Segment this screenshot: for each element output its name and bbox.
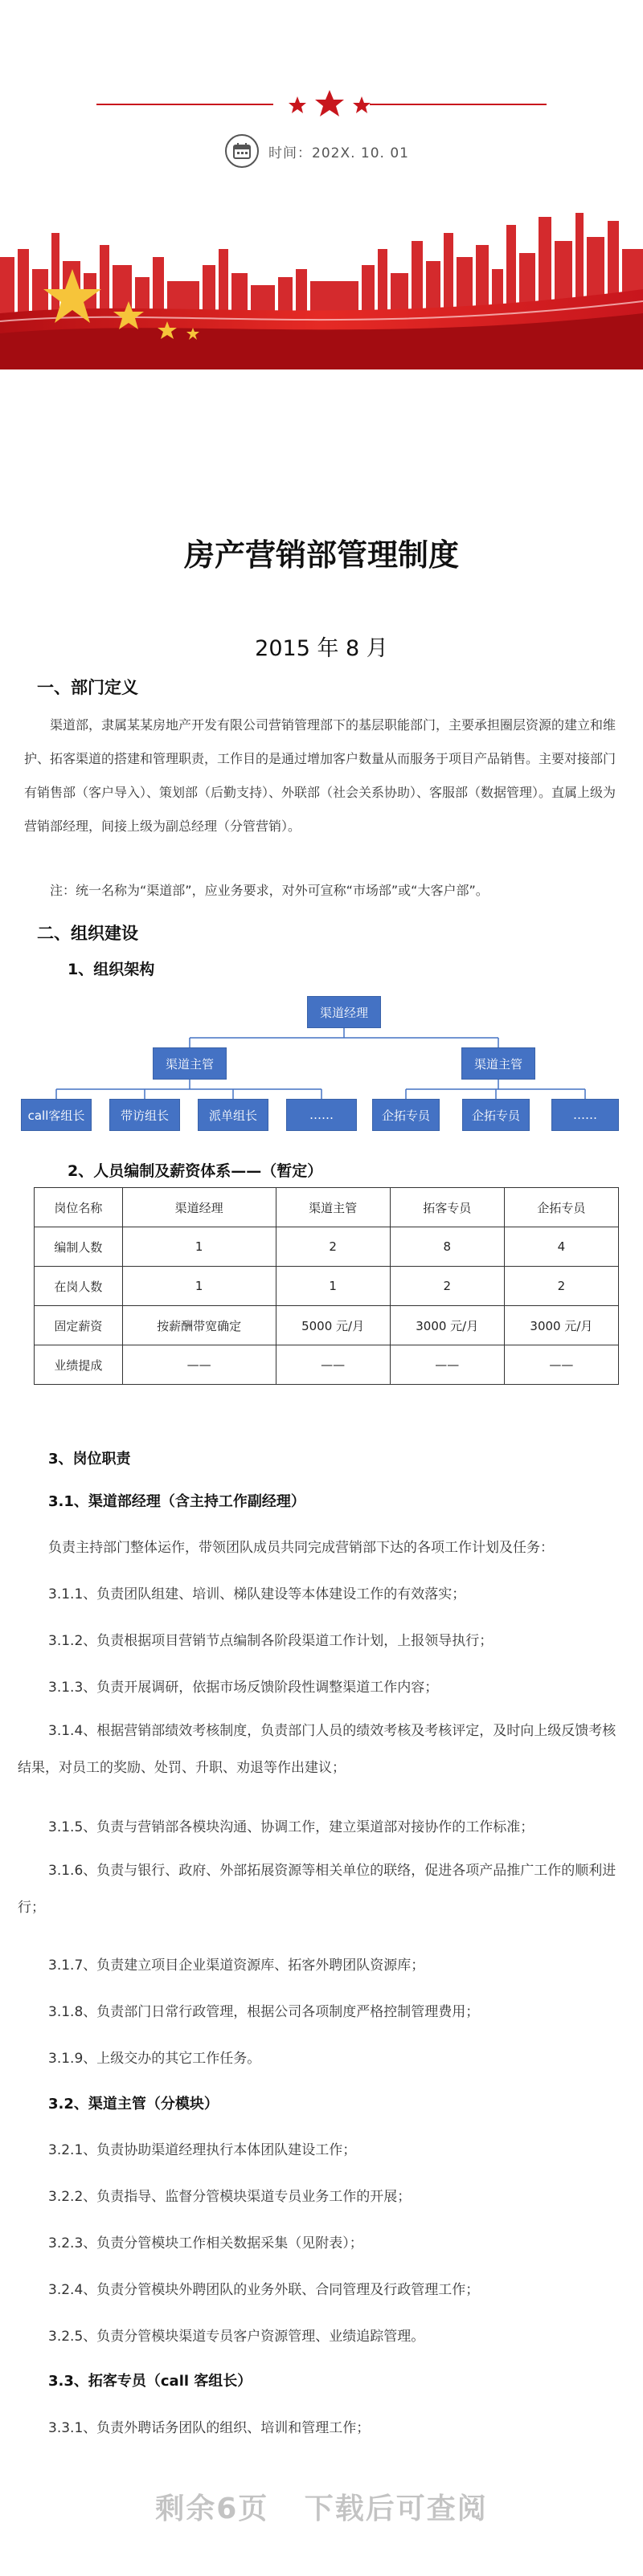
table-cell: —— [390,1345,504,1385]
duty-item: 3.1.2、负责根据项目营销节点编制各阶段渠道工作计划，上报领导执行； [48,1633,494,1649]
duty-item: 3.2.4、负责分管模块外聘团队的业务外联、合同管理及行政管理工作； [48,2282,480,2298]
duty-item: 3.2.1、负责协助渠道经理执行本体团队建设工作； [48,2142,357,2158]
table-cell: —— [504,1345,618,1385]
duty-item: 3.1.3、负责开展调研，依据市场反馈阶段性调整渠道工作内容； [48,1680,439,1696]
table-cell: 3000 元/月 [504,1306,618,1345]
document-date: 2015 年 8 月 [255,636,388,661]
org-node-team-lead: 派单组长 [198,1099,268,1131]
header-banner [0,0,643,369]
table-header-cell: 岗位名称 [35,1188,123,1227]
table-cell: 按薪酬带宽确定 [122,1306,276,1345]
table-row [35,1267,619,1306]
duty-item: 3.2.3、负责分管模块工作相关数据采集（见附表）； [48,2235,363,2251]
duty-item: 3.1.5、负责与营销部各模块沟通、协调工作，建立渠道部对接协作的工作标准； [48,1819,534,1835]
calendar-icon [225,134,259,168]
table-cell: —— [276,1345,390,1385]
star-icon [289,96,306,113]
city-skyline-ribbon [0,201,643,369]
table-cell: 1 [122,1267,276,1306]
table-header-cell: 企拓专员 [504,1188,618,1227]
subsection-heading: 2、人员编制及薪资体系——（暂定） [68,1162,323,1180]
table-cell: 4 [504,1227,618,1267]
org-node-specialist: 企拓专员 [372,1099,440,1131]
table-cell: 2 [504,1267,618,1306]
duty-item: 3.1.9、上级交办的其它工作任务。 [48,2051,261,2067]
subsection-heading: 3.2、渠道主管（分模块） [48,2096,219,2113]
note-paragraph: 注：统一名称为“渠道部”，应业务要求，对外可宣称“市场部”或“大客户部”。 [50,883,489,898]
star-divider [0,88,643,120]
subsection-heading: 1、组织架构 [68,961,155,978]
table-row [35,1345,619,1385]
table-header-cell: 渠道主管 [276,1188,390,1227]
subsection-heading: 3.1、渠道部经理（含主持工作副经理） [48,1493,305,1510]
duty-item: 3.1.8、负责部门日常行政管理，根据公司各项制度严格控制管理费用； [48,2004,480,2020]
duty-item: 3.1.7、负责建立项目企业渠道资源库、拓客外聘团队资源库； [48,1958,425,1974]
department-definition: 渠道部，隶属某某房地产开发有限公司营销管理部下的基层职能部门，主要承担圈层资源的建立和维护、拓客渠道的搭建和管理职责，工作目的是通过增加客户数量从而服务于项目产品销售。主要对接部门有销售部（客户导入）、策划部（后勤支持）、外联部（社会关系协助）、客服部（数据管理）。直属上级为营销部经理，间接上级为副总经理（分管营销）。 [24,717,616,834]
table-cell: 业绩提成 [35,1345,123,1385]
org-node-supervisor: 渠道主管 [461,1047,535,1080]
table-cell: 1 [276,1267,390,1306]
org-node-supervisor: 渠道主管 [153,1047,227,1080]
table-row [35,1306,619,1345]
table-cell: 5000 元/月 [276,1306,390,1345]
remaining-pages-notice[interactable]: 剩余6页 下载后可查阅 [155,2492,488,2525]
org-node-specialist: 企拓专员 [462,1099,530,1131]
staffing-table [34,1187,619,1385]
date-label: 时间：202X. 10. 01 [268,145,409,161]
table-cell: 2 [390,1267,504,1306]
org-chart [0,996,643,1125]
subsection-heading: 3.3、拓客专员（call 客组长） [48,2373,252,2390]
table-header-cell: 渠道经理 [122,1188,276,1227]
duty-item: 3.1.4、根据营销部绩效考核制度，负责部门人员的绩效考核及考核评定，及时向上级反馈考核结果，对员工的奖励、处罚、升职、劝退等作出建议； [18,1723,616,1776]
section-heading: 二、组织建设 [37,924,138,943]
star-icon [315,90,344,116]
section-heading: 一、部门定义 [37,678,138,697]
star-icon [353,96,371,113]
table-cell: 编制人数 [35,1227,123,1267]
duty-intro: 负责主持部门整体运作，带领团队成员共同完成营销部下达的各项工作计划及任务： [48,1540,554,1556]
duty-item: 3.3.1、负责外聘话务团队的组织、培训和管理工作； [48,2420,371,2436]
table-cell: 2 [276,1227,390,1267]
org-node-manager: 渠道经理 [307,996,381,1028]
table-header-cell: 拓客专员 [390,1188,504,1227]
org-node-more: …… [551,1099,619,1131]
document-title: 房产营销部管理制度 [183,537,459,573]
table-header-row [35,1188,619,1227]
time-row [225,133,409,169]
table-cell: —— [122,1345,276,1385]
org-node-team-lead: call客组长 [21,1099,92,1131]
duty-item: 3.2.2、负责指导、监督分管模块渠道专员业务工作的开展； [48,2189,412,2205]
duty-item: 3.2.5、负责分管模块渠道专员客户资源管理、业绩追踪管理。 [48,2329,425,2345]
table-row [35,1227,619,1267]
table-cell: 8 [390,1227,504,1267]
section-heading: 3、岗位职责 [48,1451,131,1468]
duty-item: 3.1.1、负责团队组建、培训、梯队建设等本体建设工作的有效落实； [48,1586,466,1602]
org-node-more: …… [286,1099,357,1131]
org-node-team-lead: 带访组长 [109,1099,180,1131]
table-cell: 3000 元/月 [390,1306,504,1345]
table-cell: 1 [122,1227,276,1267]
table-cell: 在岗人数 [35,1267,123,1306]
duty-item: 3.1.6、负责与银行、政府、外部拓展资源等相关单位的联络，促进各项产品推广工作的顺利进行； [18,1863,616,1916]
table-cell: 固定薪资 [35,1306,123,1345]
